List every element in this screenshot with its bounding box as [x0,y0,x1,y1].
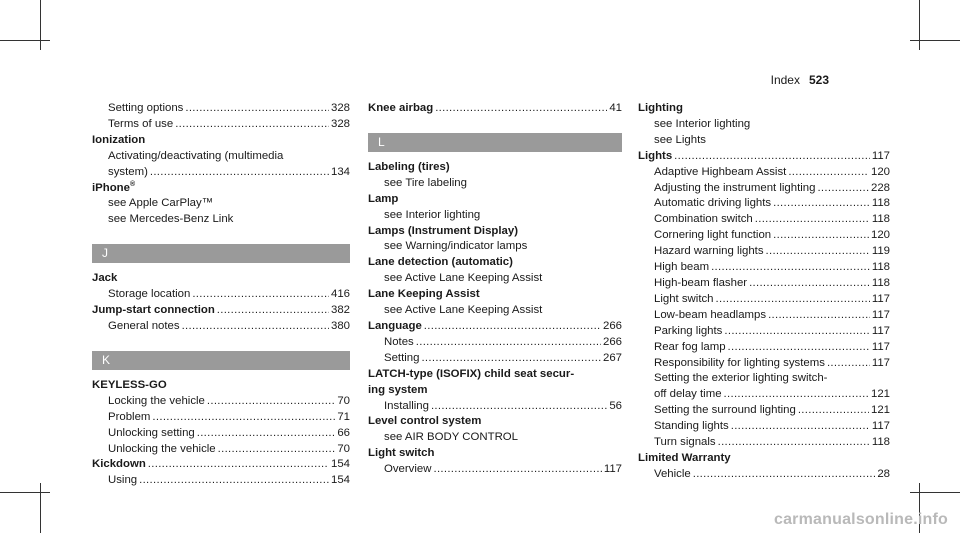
see-reference[interactable]: see Lights [654,133,706,146]
section-letter-k: K [92,351,350,370]
index-entry[interactable]: Rear fog lamp ..... 117 [638,340,890,356]
page-ref: 71 [337,410,350,423]
index-entry[interactable]: Kickdown ..... 154 [92,457,350,473]
page-ref: 70 [337,442,350,455]
section-title: Index [770,73,800,87]
index-column-3 [638,101,890,483]
page-ref: 117 [871,292,890,305]
index-entry[interactable]: Language ..... 266 [368,319,622,335]
index-heading: LATCH-type (ISOFIX) child seat secur- [368,367,575,380]
index-entry[interactable]: General notes ..... 380 [92,319,350,335]
index-entry[interactable]: Adaptive Highbeam Assist ..... 120 [638,165,890,181]
see-reference[interactable]: see Mercedes-Benz Link [108,213,234,226]
page-ref: 154 [330,458,350,471]
page-ref: 328 [330,102,350,114]
index-column-1 [92,101,350,489]
page-ref: 117 [871,420,890,433]
crop-mark [40,483,41,533]
index-entry[interactable]: Notes ..... 266 [368,335,622,351]
index-entry[interactable]: Setting options ..... 328 [92,101,350,117]
index-heading: Lamps (Instrument Display) [368,224,519,237]
page-ref: 119 [871,245,890,258]
page-ref: 117 [603,463,622,476]
index-entry-text: Activating/deactivating (multimedia [108,149,284,162]
see-reference[interactable]: see Apple CarPlay™ [108,197,214,210]
index-heading: Light switch [368,447,435,460]
index-entry[interactable]: Using ..... 154 [92,473,350,489]
page-ref: 28 [877,467,890,480]
index-entry[interactable]: Cornering light function ..... 120 [638,228,890,244]
crop-mark [0,492,50,493]
page-ref: 120 [870,165,890,178]
index-entry[interactable]: system) ..... 134 [92,165,350,181]
page-ref: 380 [330,319,350,332]
page-ref: 121 [870,388,890,401]
page-header [771,73,829,87]
index-entry-text: Setting the exterior lighting switch- [654,372,828,385]
see-reference[interactable]: see Active Lane Keeping Assist [384,272,543,285]
page-number: 523 [808,73,829,87]
index-heading: Jack [92,272,118,285]
page-ref: 117 [871,324,890,337]
index-entry[interactable]: Installing ..... 56 [368,399,622,415]
index-entry[interactable]: Light switch ..... 117 [638,292,890,308]
page-ref: 120 [870,229,890,242]
index-entry[interactable]: Jump-start connection ..... 382 [92,303,350,319]
index-heading: ing system [368,383,428,396]
index-entry[interactable]: Standing lights ..... 117 [638,419,890,435]
page-ref: 134 [330,165,350,178]
see-reference[interactable]: see Interior lighting [384,208,481,221]
index-heading: Ionization [92,133,146,146]
see-reference[interactable]: see Interior lighting [654,117,751,130]
crop-mark [40,0,41,50]
page-ref: 118 [871,213,890,226]
see-reference[interactable]: see Tire labeling [384,176,467,189]
see-reference[interactable]: see Warning/indicator lamps [384,240,528,253]
index-entry[interactable]: Setting the surround lighting ..... 121 [638,403,890,419]
see-reference[interactable]: see Active Lane Keeping Assist [384,304,543,317]
index-entry[interactable]: Hazard warning lights ..... 119 [638,244,890,260]
index-entry[interactable]: Unlocking setting ..... 66 [92,426,350,442]
page-ref: 70 [337,394,350,407]
index-entry[interactable]: Overview ..... 117 [368,462,622,478]
index-entry[interactable]: Lights ..... 117 [638,149,890,165]
index-heading: Lane Keeping Assist [368,288,480,301]
page-ref: 117 [871,308,890,321]
index-entry[interactable]: Problem ..... 71 [92,410,350,426]
index-entry[interactable]: Setting ..... 267 [368,351,622,367]
page-ref: 118 [871,276,890,289]
index-entry[interactable]: Terms of use ..... 328 [92,117,350,133]
page-ref: 266 [602,319,622,332]
page-ref: 228 [870,181,890,194]
index-entry[interactable]: off delay time ..... 121 [638,387,890,403]
page-ref: 56 [609,399,622,412]
crop-mark [919,0,920,50]
page-ref: 118 [871,197,890,210]
index-column-2 [368,101,622,478]
crop-mark [0,40,50,41]
index-heading: KEYLESS-GO [92,378,167,391]
index-entry[interactable]: Combination switch ..... 118 [638,212,890,228]
index-entry[interactable]: Automatic driving lights ..... 118 [638,196,890,212]
page-ref: 117 [871,149,890,162]
index-entry[interactable]: Locking the vehicle ..... 70 [92,394,350,410]
index-heading: iPhone® [92,180,136,194]
index-entry[interactable]: Knee airbag ..... 41 [368,101,622,117]
index-heading: Labeling (tires) [368,160,450,173]
index-entry[interactable]: High beam ..... 118 [638,260,890,276]
index-entry[interactable]: Parking lights ..... 117 [638,324,890,340]
page-ref: 118 [871,261,890,274]
page-ref: 266 [602,335,622,348]
index-entry[interactable]: Low-beam headlamps ..... 117 [638,308,890,324]
index-heading: Lamp [368,192,399,205]
section-letter-l: L [368,133,622,152]
page-ref: 416 [330,288,350,301]
index-entry[interactable]: Turn signals ..... 118 [638,435,890,451]
page-ref: 328 [330,117,350,130]
page-ref: 118 [871,436,890,449]
index-entry[interactable]: Adjusting the instrument lighting ..... 228 [638,181,890,197]
crop-mark [910,40,960,41]
see-reference[interactable]: see AIR BODY CONTROL [384,431,518,444]
index-heading: Lighting [638,102,683,114]
page-ref: 66 [337,426,350,439]
index-entry[interactable]: Unlocking the vehicle ..... 70 [92,442,350,458]
index-entry[interactable]: High-beam flasher ..... 118 [638,276,890,292]
index-heading: Lane detection (automatic) [368,256,513,269]
index-entry[interactable]: Responsibility for lighting systems ..... 117 [638,356,890,372]
index-entry[interactable]: Vehicle ..... 28 [638,467,890,483]
section-letter-j: J [92,244,350,263]
page-ref: 41 [609,102,622,114]
page-ref: 267 [602,351,622,364]
crop-mark [910,492,960,493]
page-ref: 121 [870,404,890,417]
page-ref: 382 [330,304,350,317]
page-ref: 117 [871,356,890,369]
watermark: carmanualsonline.info [773,511,948,528]
index-heading: Limited Warranty [638,451,731,464]
index-heading: Level control system [368,415,482,428]
index-entry[interactable]: Storage location ..... 416 [92,287,350,303]
page-ref: 117 [871,340,890,353]
page-ref: 154 [330,474,350,487]
